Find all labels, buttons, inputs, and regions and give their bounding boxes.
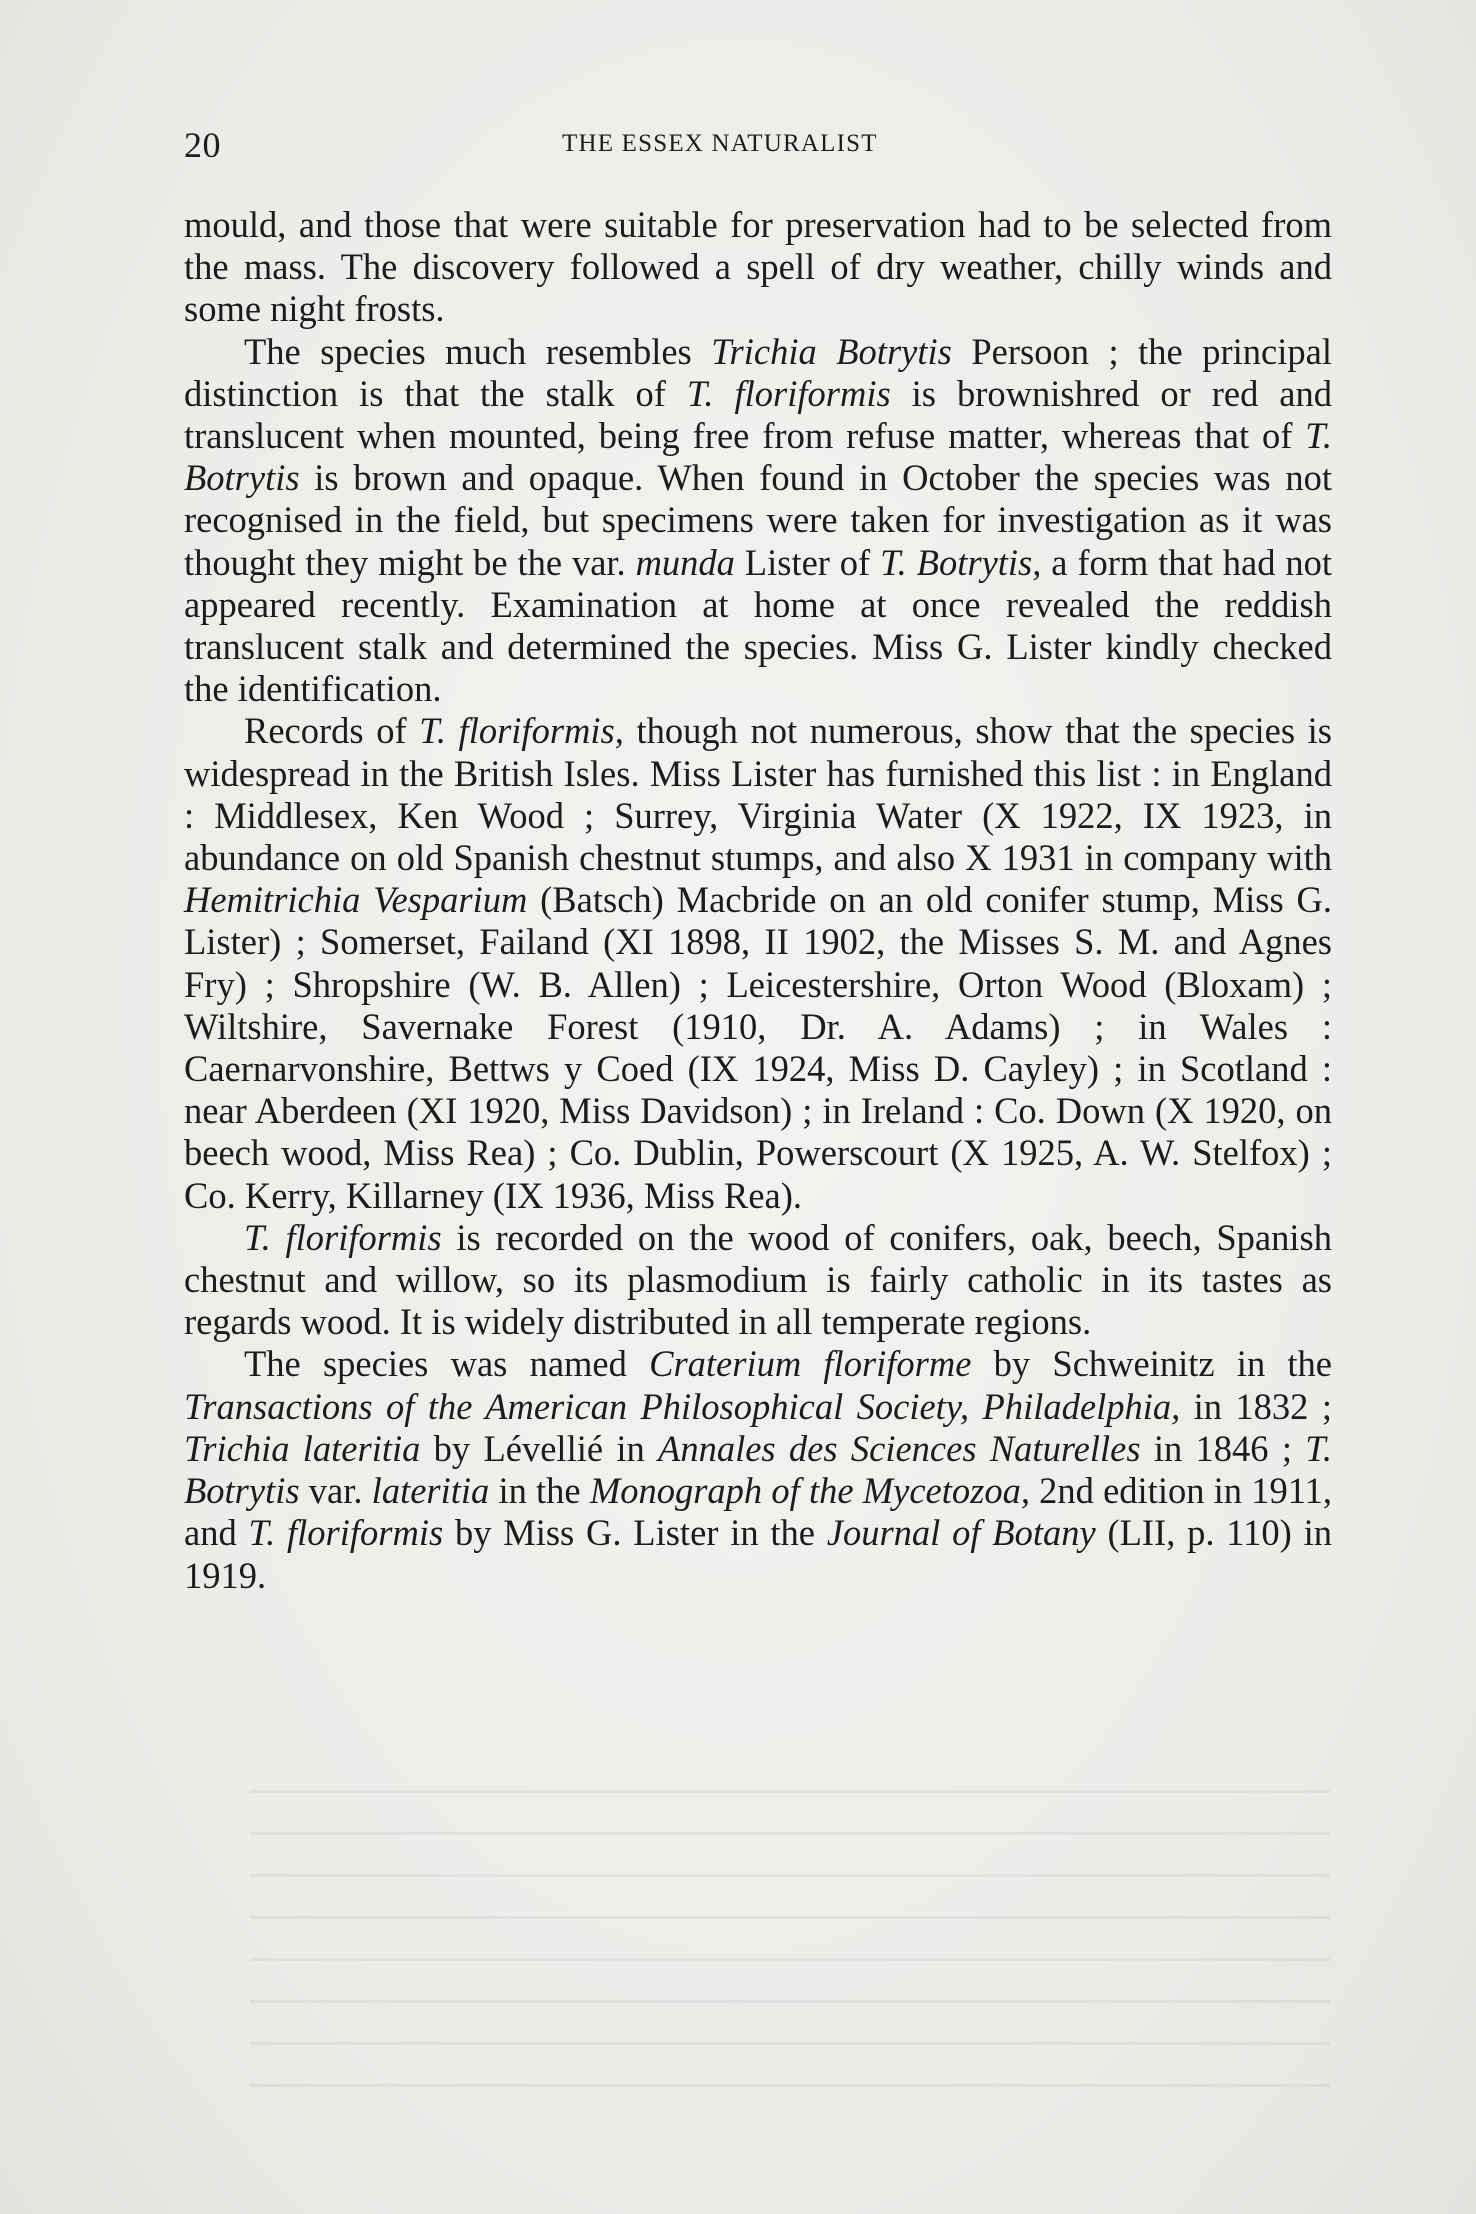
text-run: (LII, p. 110) in 1919. xyxy=(184,1512,1332,1596)
text-run: in 1846 ; xyxy=(1140,1427,1306,1469)
text-run: is brown and opaque. When found in October the species was not recognised in the field, but specimens were taken for investigation as it was thought they might be the var. xyxy=(184,457,1332,583)
page-number: 20 xyxy=(184,125,221,165)
text-run: is recorded on the wood of conifers, oak, beech, Spanish chestnut and willow, so its plasmodium is fairly catholic in its tastes as regards wood. It is widely distributed in all temperate regions. xyxy=(184,1216,1332,1343)
text-run: var. xyxy=(299,1470,372,1512)
species-name: Craterium floriforme xyxy=(649,1343,972,1385)
text-run: The species was named xyxy=(244,1343,650,1385)
publication-title: Journal of Botany xyxy=(826,1512,1096,1554)
species-name: T. Botrytis, xyxy=(880,541,1042,583)
species-name: T. Botrytis xyxy=(184,415,1332,499)
text-run: Persoon ; the principal distinction is that the stalk of xyxy=(184,330,1332,414)
text-run: by Lévellié in xyxy=(420,1427,659,1469)
paragraph xyxy=(184,204,1332,331)
text-run: is brownishred or red and translucent when mounted, being free from refuse matter, whereas that of xyxy=(184,372,1332,457)
paragraph xyxy=(184,331,1332,711)
species-name: Trichia lateritia xyxy=(184,1427,421,1469)
text-run: 2nd edition in 1911, and xyxy=(184,1470,1332,1554)
text-run: in 1832 ; xyxy=(1180,1385,1332,1427)
text-run: a form that had not appeared recently. Examination at home at once revealed the reddish translucent stalk and determined the species. Miss G. Lister kindly checked the identification. xyxy=(184,541,1332,710)
text-run: mould, and those that were suitable for preservation had to be selected from the mass. The discovery followed a spell of dry weather, chilly winds and some night frosts. xyxy=(184,204,1332,330)
publication-title: Transactions of the American Philosophical Society, Philadelphia, xyxy=(184,1385,1181,1427)
text-run: Records of xyxy=(244,710,420,752)
species-name: Trichia Botrytis xyxy=(711,330,952,372)
article-body xyxy=(184,204,1332,1597)
species-name: T. floriformis xyxy=(248,1512,444,1554)
text-run: by Miss G. Lister in the xyxy=(443,1512,827,1554)
text-run: The species much resembles xyxy=(244,330,712,372)
text-run: (Batsch) Macbride on an old conifer stump, Miss G. Lister) ; Somerset, Failand (XI 1898, II 1902, the Misses S. M. and Agnes Fry) ; Shropshire (W. B. Allen) ; Leicestershire, Orton Wood (Bloxam) ; Wiltshire, Savernake Forest (1910, Dr. A. Adams) ; in Wales : Caernarvonshire, Bettws y Coed (IX 1924, Miss D. Cayley) ; in Scotland : near Aberdeen (XI 1920, Miss Davidson) ; in Ireland : Co. Down (X 1920, on beech wood, Miss Rea) ; Co. Dublin, Powerscourt (X 1925, A. W. Stelfox) ; Co. Kerry, Killarney (IX 1936, Miss Rea). xyxy=(184,879,1333,1216)
species-name: T. Botrytis xyxy=(184,1427,1332,1512)
variety-name: lateritia xyxy=(371,1470,490,1512)
publication-title: Monograph of the Mycetozoa, xyxy=(589,1470,1030,1512)
text-run: in the xyxy=(489,1470,590,1512)
paragraph xyxy=(184,1217,1332,1344)
publication-title: Annales des Sciences Naturelles xyxy=(658,1427,1141,1469)
species-name: T. floriformis, xyxy=(419,710,624,752)
species-name: Hemitrichia Vesparium xyxy=(184,879,528,921)
text-run: by Schweinitz in the xyxy=(971,1343,1332,1385)
paragraph xyxy=(184,710,1332,1216)
text-run: though not numerous, show that the species is widespread in the British Isles. Miss Lister has furnished this list : in England : Middlesex, Ken Wood ; Surrey, Virginia Water (X 1922, IX 1923, in abundance on old Spanish chestnut stumps, and also X 1931 in company with xyxy=(184,710,1332,879)
show-through xyxy=(250,1790,1330,2120)
species-name: T. floriformis xyxy=(244,1216,442,1258)
paragraph xyxy=(184,1343,1332,1596)
running-head: THE ESSEX NATURALIST xyxy=(562,130,878,157)
variety-name: munda xyxy=(635,541,735,583)
species-name: T. floriformis xyxy=(686,372,891,414)
text-run: Lister of xyxy=(734,541,881,583)
